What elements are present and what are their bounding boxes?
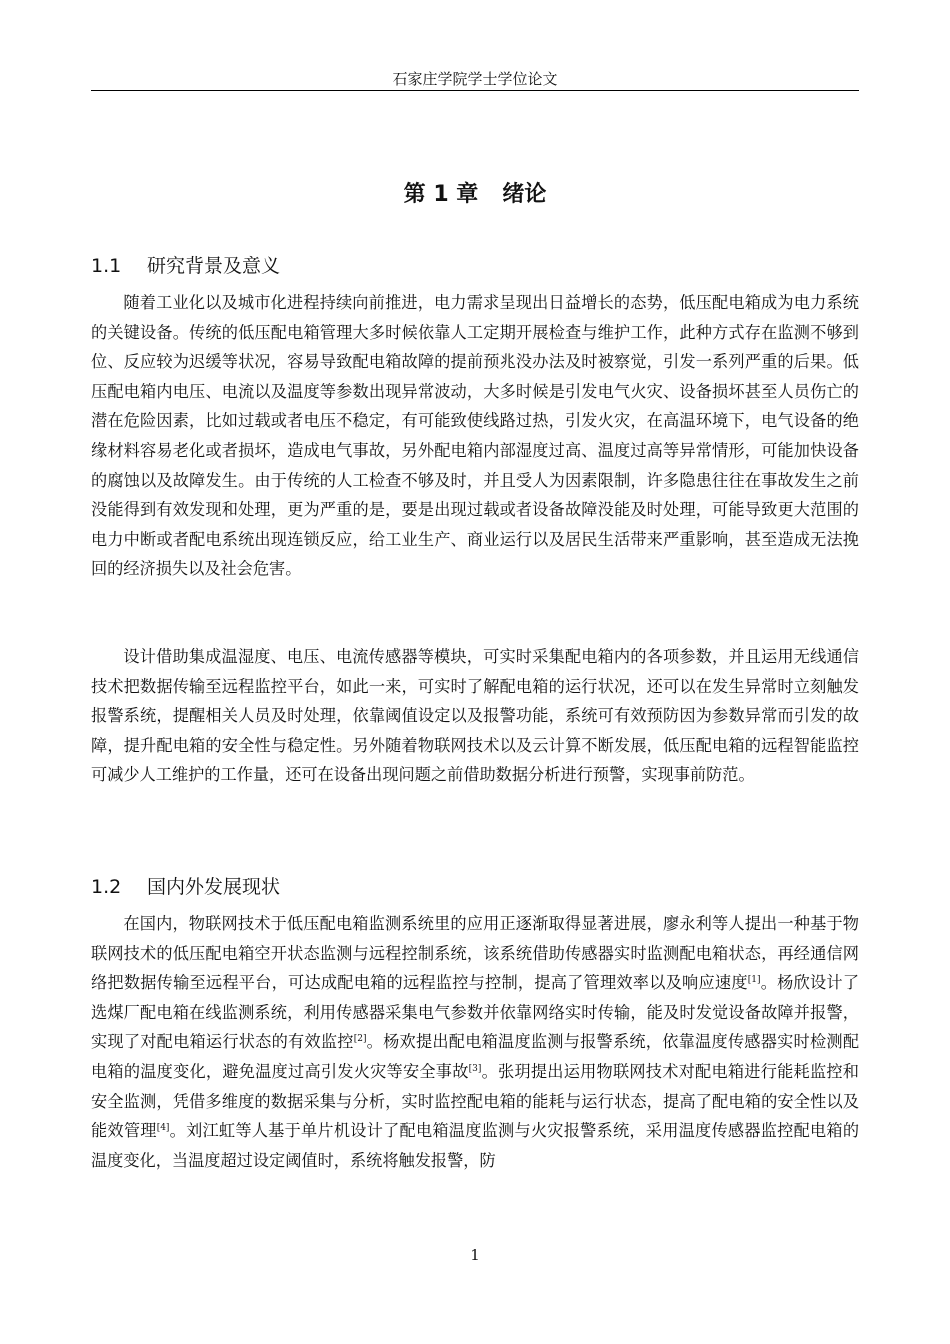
section-title: 研究背景及意义 [147,255,281,277]
chapter-name: 绪论 [502,182,547,207]
paragraph-text: 。杨欣设计了选煤厂配电箱在线监测系统，利用传感器采集电气参数并依靠网络实时传输，能及时发觉设备故障并报警，实现了对配电箱运行状态的有效监控 [91,973,860,1052]
header-rule [91,90,859,91]
section-number: 1.1 [91,255,122,277]
paragraph-text: 。杨欢提出配电箱温度监测与报警系统，依靠温度传感器实时检测配电箱的温度变化，避免温度过高引发火灾等安全事故 [91,1032,860,1081]
citation-ref[interactable]: [3] [468,1063,482,1074]
citation-ref[interactable]: [2] [353,1034,367,1045]
running-header: 石家庄学院学士学位论文 [392,70,558,88]
paragraph-text: 在国内，物联网技术于低压配电箱监测系统里的应用正逐渐取得显著进展，廖永利等人提出一种基于物联网技术的低压配电箱空开状态监测与远程控制系统，该系统借助传感器实时监测配电箱状态，再经通信网络把数据传输至远程平台，可达成配电箱的远程监控与控制，提高了管理效率以及响应速度 [91,914,859,993]
paragraph-background: 随着工业化以及城市化进程持续向前推进，电力需求呈现出日益增长的态势，低压配电箱成为电力系统的关键设备。传统的低压配电箱管理大多时候依靠人工定期开展检查与维护工作，此种方式存在监测不够到位、反应较为迟缓等状况，容易导致配电箱故障的提前预兆没办法及时被察觉，引发一系列严重的后果。低压配电箱内电压、电流以及温度等参数出现异常波动，大多时候是引发电气火灾、设备损坏甚至人员伤亡的潜在危险因素，比如过载或者电压不稳定，有可能致使线路过热，引发火灾，在高温环境下，电气设备的绝缘材料容易老化或者损坏，造成电气事故，另外配电箱内部湿度过高、温度过高等异常情形，可能加快设备的腐蚀以及故障发生。由于传统的人工检查不够及时，并且受人为因素限制，许多隐患往往在事故发生之前没能得到有效发现和处理，更为严重的是，要是出现过载或者设备故障没能及时处理，可能导致更大范围的电力中断或者配电系统出现连锁反应，给工业生产、商业运行以及居民生活带来严重影响，甚至造成无法挽回的经济损失以及社会危害。 [91,293,859,579]
page-number: 1 [470,1246,480,1264]
section-heading-1-1 [91,253,859,279]
section-heading-1-2 [91,874,859,900]
chapter-title [91,180,859,210]
paragraph-text: 。张玥提出运用物联网技术对配电箱进行能耗监控和安全监测，凭借多维度的数据采集与分析，实时监控配电箱的能耗与运行状态，提高了配电箱的安全性以及能效管理 [91,1061,859,1141]
citation-ref[interactable]: [1] [747,975,761,986]
section-title: 国内外发展现状 [147,876,281,898]
citation-ref[interactable]: [4] [156,1123,170,1134]
section-number: 1.2 [91,876,122,898]
paragraph-design-purpose: 设计借助集成温湿度、电压、电流传感器等模块，可实时采集配电箱内的各项参数，并且运用无线通信技术把数据传输至远程监控平台，如此一来，可实时了解配电箱的运行状况，还可以在发生异常时立刻触发报警系统，提醒相关人员及时处理，依靠阈值设定以及报警功能，系统可有效预防因为参数异常而引发的故障，提升配电箱的安全性与稳定性。另外随着物联网技术以及云计算不断发展，低压配电箱的远程智能监控可减少人工维护的工作量，还可在设备出现问题之前借助数据分析进行预警，实现事前防范。 [91,647,859,785]
chapter-number: 第 1 章 [403,182,479,207]
paragraph-domestic-status [91,909,859,1175]
paragraph-text: 。刘江虹等人基于单片机设计了配电箱温度监测与火灾报警系统，采用温度传感器监控配电箱的温度变化，当温度超过设定阈值时，系统将触发报警，防 [91,1121,860,1170]
